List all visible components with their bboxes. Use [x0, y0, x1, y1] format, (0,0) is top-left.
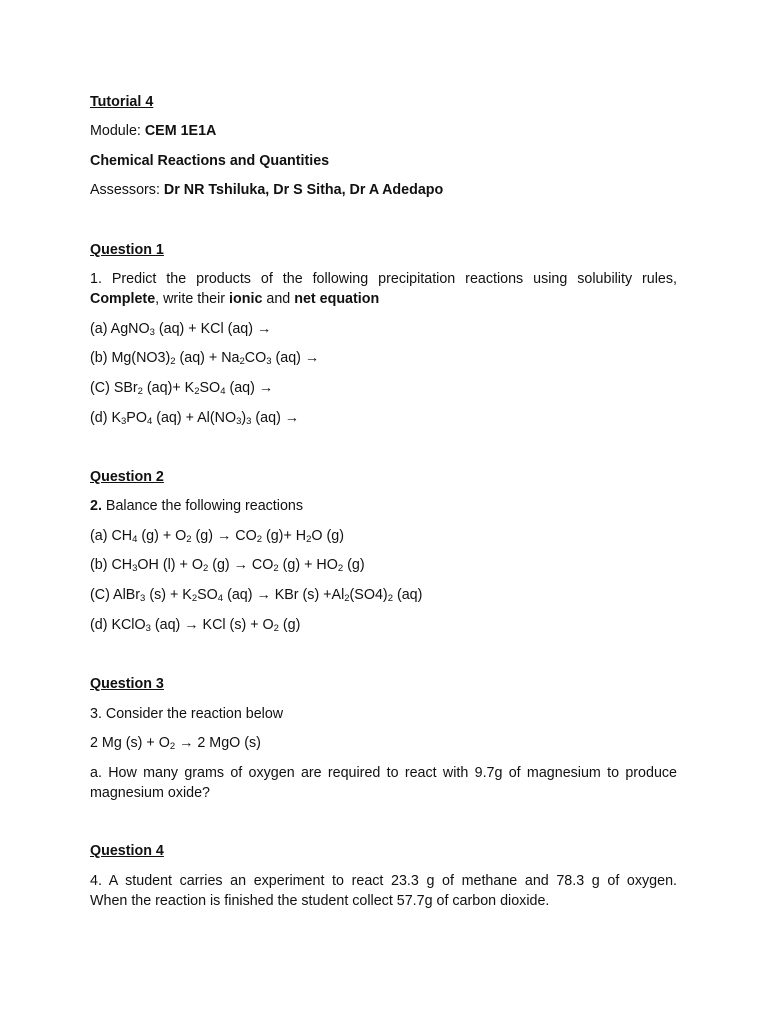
- tutorial-title: Tutorial 4: [90, 94, 154, 110]
- question-3-part-a-line2: magnesium oxide?: [90, 785, 211, 801]
- question-4-line2: When the reaction is finished the student collect 57.7g of carbon dioxide.: [90, 893, 550, 909]
- question-2-part-c: (C) AlBr$_3$ $(s) + K_2SO_4$ (aq) → KBr $(s) +Al_2(SO4)_2$ (aq): [90, 587, 423, 604]
- assessors-label: Assessors:: [90, 182, 164, 198]
- question-4-line1: 4. A student carries an experiment to react 23.3 g of methane and 78.3 g of oxygen.: [90, 873, 677, 889]
- q1-net-equation: net equation: [294, 291, 380, 307]
- question-1-heading: Question 1: [90, 242, 164, 258]
- question-1-instruction-line1: 1. Predict the products of the following precipitation reactions using solubility rules,: [90, 271, 677, 287]
- q1-ionic: ionic: [229, 291, 263, 307]
- question-1-instruction-line2: [90, 289, 677, 309]
- q1-and: and: [262, 291, 295, 307]
- question-1-instruction: [90, 269, 677, 309]
- q1-text: , write their: [155, 291, 230, 307]
- question-2-heading: Question 2: [90, 469, 164, 485]
- question-1-part-b: (b) $Mg(NO3)_2$ $(aq) + Na_2CO_3$ (aq) →: [90, 350, 320, 367]
- question-1-part-a: (a) AgNO$_3$ (aq) + KCl (aq) →: [90, 321, 272, 338]
- assessors-names: Dr NR Tshiluka, Dr S Sitha, Dr A Adedapo: [163, 182, 444, 198]
- module-label: Module:: [90, 123, 145, 139]
- question-3-part-a-line1: a. How many grams of oxygen are required to react with 9.7g of magnesium to produce: [90, 765, 677, 781]
- question-2-part-a: (a) $CH_4$ $(g) + O_2$ $(g) \to CO_2$ $(g)+ H_2O$ (g): [90, 528, 344, 545]
- question-4-heading: Question 4: [90, 843, 164, 859]
- question-2-part-d: (d) KClO$_3$ (aq) → KCl $(s) + O_2$ (g): [90, 617, 301, 634]
- question-1-part-d: (d) $K_3PO_4$ $(aq) + Al(NO_3)_3$ (aq) →: [90, 410, 300, 427]
- question-3-intro: 3. Consider the reaction below: [90, 706, 284, 722]
- course-name: Chemical Reactions and Quantities: [90, 153, 330, 169]
- question-3-part-a: [90, 763, 677, 803]
- assessors-line: [90, 181, 443, 199]
- module-line: [90, 122, 216, 140]
- q1-complete: Complete: [90, 291, 156, 307]
- question-4-text: [90, 871, 677, 911]
- q2-number: 2.: [90, 498, 102, 514]
- question-2-instruction: [90, 497, 303, 515]
- course-title: [90, 152, 329, 170]
- question-2-part-b: (b) $CH_3OH$ $(l) + O_2$ $(g) \to CO_2$ $(g) + HO_2$ (g): [90, 557, 365, 574]
- q2-intro: Balance the following reactions: [101, 498, 304, 514]
- question-3-equation: 2 Mg $(s) + O_2 \to 2$ MgO (s): [90, 735, 261, 752]
- question-1-part-c: (C) SBr$_2$ $(aq)+ K_2SO_4$ (aq) →: [90, 380, 274, 397]
- module-code: CEM 1E1A: [144, 123, 217, 139]
- question-3-heading: Question 3: [90, 676, 164, 692]
